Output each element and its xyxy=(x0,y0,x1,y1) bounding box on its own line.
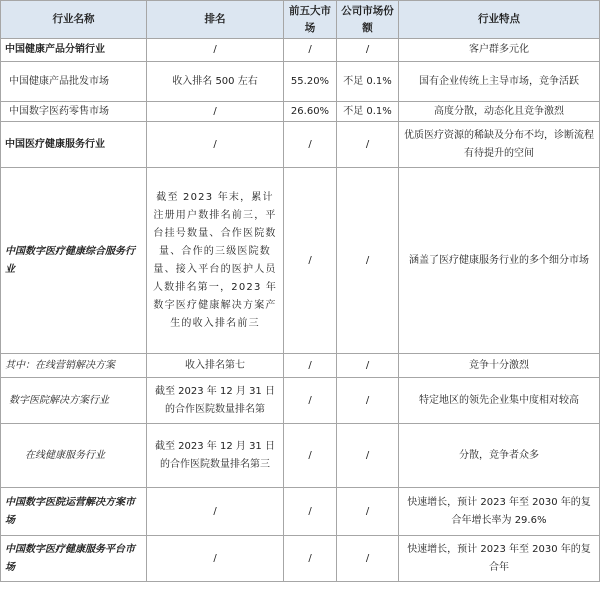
table-row xyxy=(1,102,600,122)
row-share: / xyxy=(337,168,399,354)
row-share: / xyxy=(337,39,399,62)
row-feature: 快速增长，预计 2023 年至 2030 年的复合年 xyxy=(399,536,600,582)
row-share: 不足 0.1% xyxy=(337,102,399,122)
row-feature: 优质医疗资源的稀缺及分布不均，诊断流程有待提升的空间 xyxy=(399,122,600,168)
table-row xyxy=(1,536,600,582)
header-rank: 排名 xyxy=(147,1,284,39)
row-feature: 特定地区的领先企业集中度相对较高 xyxy=(399,378,600,424)
row-top5: 26.60% xyxy=(284,102,337,122)
row-name: 中国数字医疗健康综合服务行业 xyxy=(1,168,147,354)
row-rank: / xyxy=(147,39,284,62)
table-row xyxy=(1,122,600,168)
row-top5: / xyxy=(284,424,337,488)
row-feature: 客户群多元化 xyxy=(399,39,600,62)
row-name: 其中：在线营销解决方案 xyxy=(1,354,147,378)
row-share: / xyxy=(337,122,399,168)
row-name: 中国数字医药零售市场 xyxy=(1,102,147,122)
row-feature: 涵盖了医疗健康服务行业的多个细分市场 xyxy=(399,168,600,354)
table-row xyxy=(1,354,600,378)
row-rank: 截至 2023 年 12 月 31 日的合作医院数量排名第三 xyxy=(147,424,284,488)
row-top5: / xyxy=(284,354,337,378)
row-rank: 收入排名第七 xyxy=(147,354,284,378)
table-row xyxy=(1,168,600,354)
header-industry-name: 行业名称 xyxy=(1,1,147,39)
row-share: 不足 0.1% xyxy=(337,62,399,102)
row-feature: 快速增长，预计 2023 年至 2030 年的复合年增长率为 29.6% xyxy=(399,488,600,536)
row-share: / xyxy=(337,424,399,488)
row-rank: / xyxy=(147,536,284,582)
row-share: / xyxy=(337,354,399,378)
row-feature: 竞争十分激烈 xyxy=(399,354,600,378)
row-top5: / xyxy=(284,488,337,536)
row-rank: 收入排名 500 左右 xyxy=(147,62,284,102)
header-industry-feature: 行业特点 xyxy=(399,1,600,39)
table-header-row xyxy=(1,1,600,39)
table-row xyxy=(1,424,600,488)
row-share: / xyxy=(337,536,399,582)
table-row xyxy=(1,378,600,424)
row-top5: / xyxy=(284,122,337,168)
row-name: 中国健康产品分销行业 xyxy=(1,39,147,62)
row-rank: 截至 2023 年末，累计注册用户数排名前三，平台挂号数量、合作医院数量、合作的三级医院数量、接入平台的医护人员人数排名第一，2023 年数字医疗健康解决方案产生的收入排名前三 xyxy=(147,168,284,354)
row-feature: 国有企业传统上主导市场，竞争活跃 xyxy=(399,62,600,102)
row-name: 中国医疗健康服务行业 xyxy=(1,122,147,168)
row-rank: / xyxy=(147,122,284,168)
header-company-share: 公司市场份额 xyxy=(337,1,399,39)
row-share: / xyxy=(337,378,399,424)
row-top5: 55.20% xyxy=(284,62,337,102)
row-share: / xyxy=(337,488,399,536)
row-top5: / xyxy=(284,378,337,424)
row-name: 中国数字医疗健康服务平台市场 xyxy=(1,536,147,582)
row-name: 在线健康服务行业 xyxy=(1,424,147,488)
row-name: 中国数字医院运营解决方案市场 xyxy=(1,488,147,536)
row-rank: / xyxy=(147,102,284,122)
row-name: 数字医院解决方案行业 xyxy=(1,378,147,424)
row-rank: 截至 2023 年 12 月 31 日的合作医院数量排名第 xyxy=(147,378,284,424)
table-row xyxy=(1,488,600,536)
header-top5: 前五大市场 xyxy=(284,1,337,39)
row-top5: / xyxy=(284,168,337,354)
row-top5: / xyxy=(284,39,337,62)
row-top5: / xyxy=(284,536,337,582)
row-name: 中国健康产品批发市场 xyxy=(1,62,147,102)
table-row xyxy=(1,39,600,62)
row-feature: 高度分散，动态化且竞争激烈 xyxy=(399,102,600,122)
row-feature: 分散，竞争者众多 xyxy=(399,424,600,488)
table-row xyxy=(1,62,600,102)
row-rank: / xyxy=(147,488,284,536)
